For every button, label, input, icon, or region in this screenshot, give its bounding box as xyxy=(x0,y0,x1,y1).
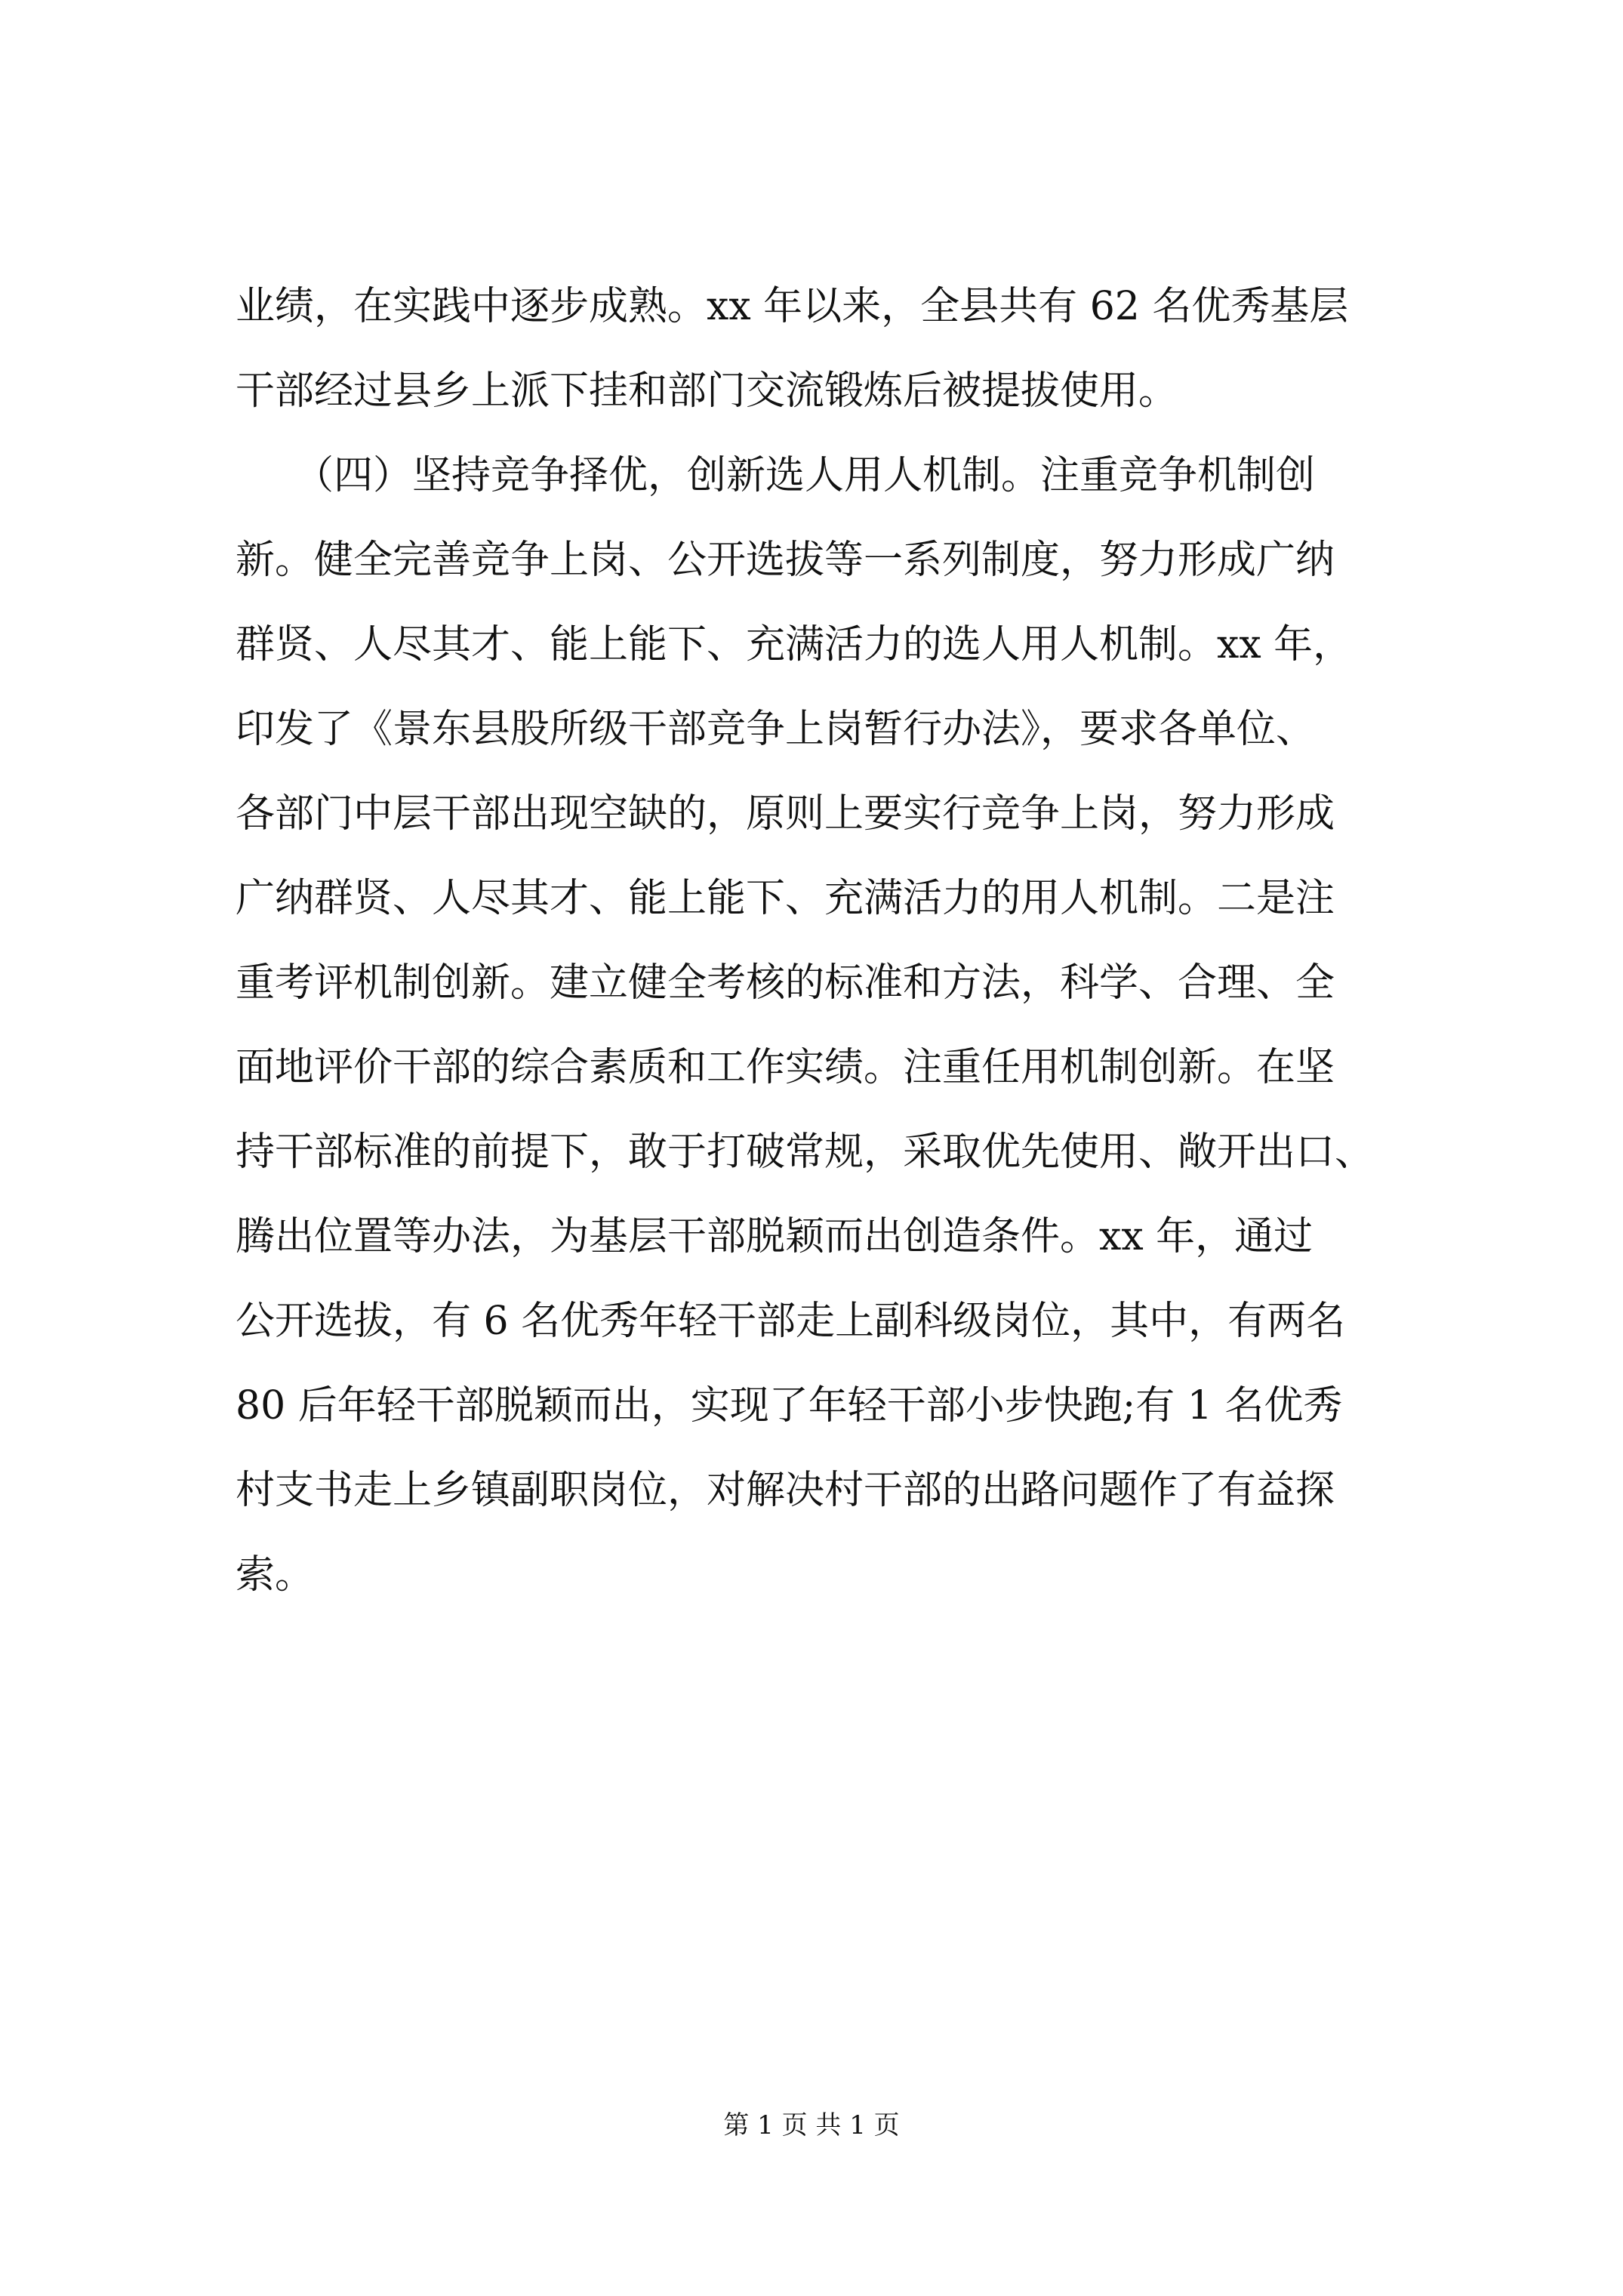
text-line: 腾出位置等办法，为基层干部脱颖而出创造条件。xx 年，通过 xyxy=(236,1214,1313,1259)
text-line: 面地评价干部的综合素质和工作实绩。注重任用机制创新。在坚 xyxy=(236,1045,1335,1090)
body-text xyxy=(236,264,1398,1617)
text-line: 持干部标准的前提下，敢于打破常规，采取优先使用、敞开出口、 xyxy=(236,1130,1375,1175)
text-line: 索。 xyxy=(236,1552,315,1598)
text-line: 广纳群贤、人尽其才、能上能下、充满活力的用人机制。二是注 xyxy=(236,876,1335,921)
text-line: 干部经过县乡上派下挂和部门交流锻炼后被提拔使用。 xyxy=(236,368,1178,414)
text-line: 印发了《景东县股所级干部竞争上岗暂行办法》，要求各单位、 xyxy=(236,707,1316,752)
text-line: 业绩，在实践中逐步成熟。xx 年以来，全县共有 62 名优秀基层 xyxy=(236,284,1349,329)
text-line: 新。健全完善竞争上岗、公开选拔等一系列制度，努力形成广纳 xyxy=(236,538,1335,583)
text-line: 80 后年轻干部脱颖而出，实现了年轻干部小步快跑;有 1 名优秀 xyxy=(236,1383,1343,1428)
text-line: 各部门中层干部出现空缺的，原则上要实行竞争上岗，努力形成 xyxy=(236,791,1335,837)
text-line: 村支书走上乡镇副职岗位，对解决村干部的出路问题作了有益探 xyxy=(236,1468,1335,1513)
text-line: 重考评机制创新。建立健全考核的标准和方法，科学、合理、全 xyxy=(236,960,1335,1006)
page-number-label: 第 1 页 共 1 页 xyxy=(723,2110,900,2140)
page-footer xyxy=(0,2106,1623,2144)
text-line: 群贤、人尽其才、能上能下、充满活力的选人用人机制。xx 年， xyxy=(236,622,1353,667)
text-line: 公开选拔，有 6 名优秀年轻干部走上副科级岗位，其中，有两名 xyxy=(236,1299,1346,1344)
text-line: （四）坚持竞争择优，创新选人用人机制。注重竞争机制创 xyxy=(236,453,1316,498)
